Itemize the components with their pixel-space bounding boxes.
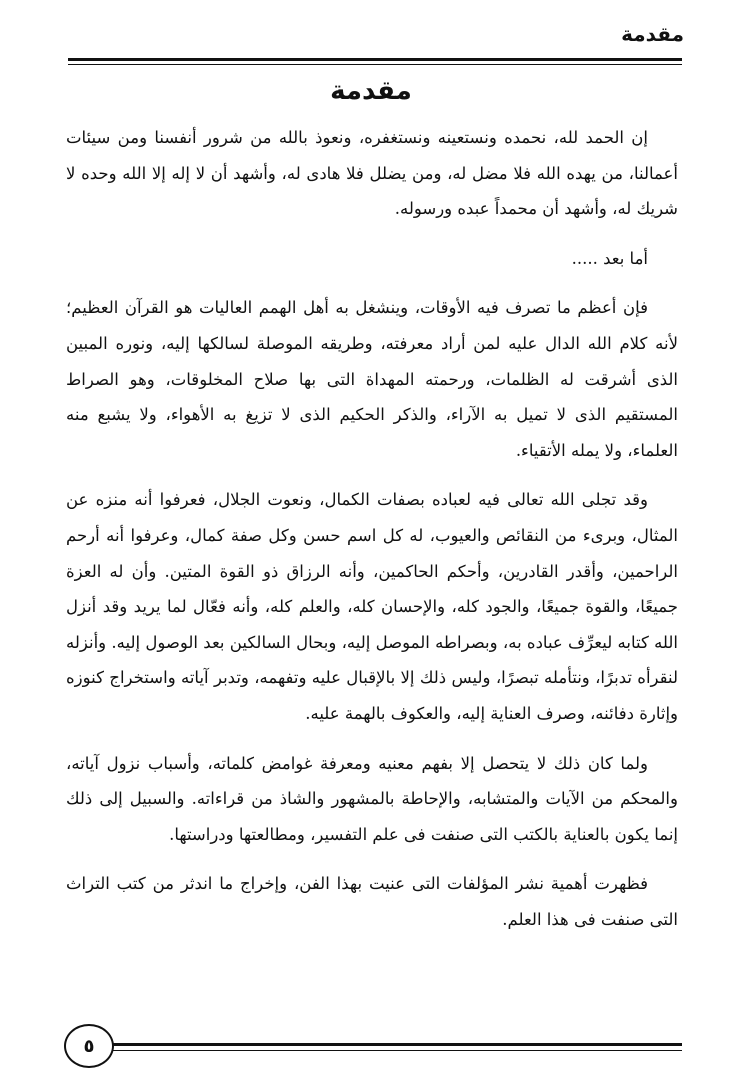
footer-rule-thin: [112, 1050, 682, 1051]
header-rule-thick: [68, 58, 682, 61]
paragraph-opening: إن الحمد لله، نحمده ونستعينه ونستغفره، ونعوذ بالله من شرور أنفسنا ومن سيئات أعمالنا، من يهده الله فلا مضل له، ومن يضلل فلا هادى له، وأشهد أن لا إله إلا الله وحده لا شريك له، وأشهد أن محمداً عبده ورسوله.: [66, 128, 678, 219]
footer-rule-thick: [112, 1043, 682, 1046]
header-rule-thin: [68, 64, 682, 65]
page-number-badge: [64, 1024, 114, 1068]
paragraph-publishing: فظهرت أهمية نشر المؤلفات التى عنيت بهذا الفن، وإخراج ما اندثر من كتب التراث التى صنفت فى هذا العلم.: [66, 874, 678, 929]
chapter-title: مقدمة: [330, 76, 412, 106]
running-header-title: مقدمة: [621, 22, 684, 46]
page-number: ٥: [83, 1035, 95, 1057]
paragraph-quran-greatness: فإن أعظم ما تصرف فيه الأوقات، وينشغل به أهل الهمم العاليات هو القرآن العظيم؛ لأنه كلام الله الدال عليه لمن أراد معرفته، وطريقه الموصلة لسالكها إليه، ونوره المبين الذى أشرقت له الظلمات، ورحمته المهداة التى بها صلاح المخلوقات، وهو الصراط المستقيم الذى لا تميل به الآراء، والذكر الحكيم الذى لا تزيغ به الأهواء، ولا يشبع منه العلماء، ولا يمله الأتقياء.: [66, 298, 678, 460]
body-text: [66, 120, 678, 951]
paragraph-amma-bad: أما بعد .....: [571, 248, 648, 268]
paragraph-understanding: ولما كان ذلك لا يتحصل إلا بفهم معنيه ومعرفة غوامض كلماته، وأسباب نزول آياته، والمحكم من الآيات والمتشابه، والإحاطة بالمشهور والشاذ من قراءاته. والسبيل إلى ذلك إنما يكون بالعناية بالكتب التى صنفت فى علم التفسير، ومطالعتها ودراستها.: [66, 753, 678, 844]
paragraph-divine-attributes: وقد تجلى الله تعالى فيه لعباده بصفات الكمال، ونعوت الجلال، فعرفوا أنه منزه عن المثال، وبرىء من النقائص والعيوب، له كل اسم حسن وكل صفة كمال، وعرفوا أنه أرحم الراحمين، وأقدر القادرين، وأحكم الحاكمين، وأنه الرزاق ذو القوة المتين. وأن له العزة جميعًا، والقوة جميعًا، والجود كله، والإحسان كله، والعلم كله، وأنه فعّال لما يريد وقد أنزل الله كتابه ليعرِّف عباده به، وبصراطه الموصل إليه، وبحال السالكين بعد الوصول إليه. وأنزله لنقرأه تدبرًا، ونتأمله تبصرًا، وليس ذلك إلا بالإقبال عليه وتفهمه، وتدبر آياته واستخراج كنوزه وإثارة دفائنه، وصرف العناية إليه، والعكوف بالهمة عليه.: [66, 490, 678, 723]
